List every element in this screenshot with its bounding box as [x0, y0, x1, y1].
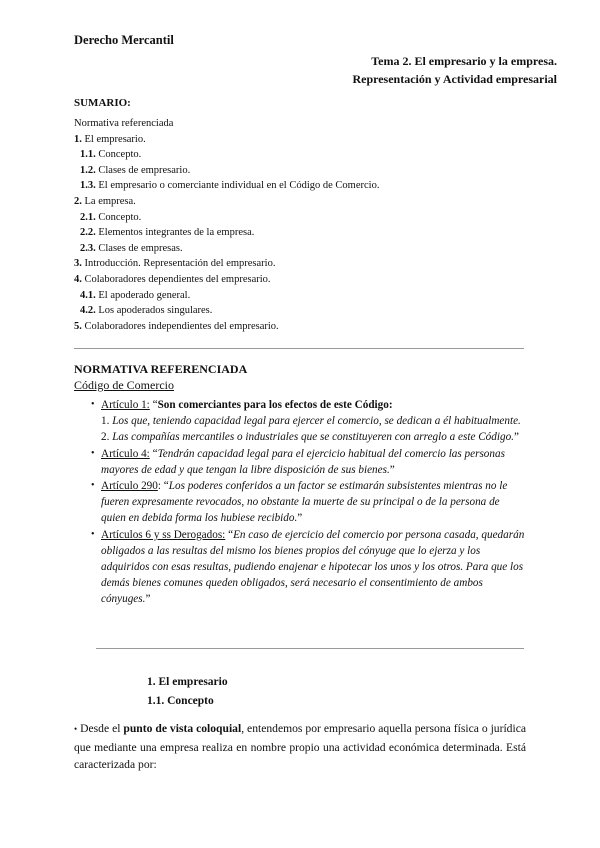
sumario-item: 2.1. Concepto.	[80, 211, 142, 223]
sumario-intro: Normativa referenciada	[74, 118, 174, 129]
section-heading	[147, 673, 228, 711]
theme-heading	[352, 52, 557, 88]
sumario-item: 4. Colaboradores dependientes del empresario.	[74, 273, 271, 285]
sumario-list	[74, 116, 379, 334]
section-subtitle: 1.1. Concepto	[147, 695, 214, 707]
sumario-item: 5. Colaboradores independientes del empresario.	[74, 320, 279, 332]
article-290: • Artículo 290: “Los poderes conferidos a un factor se estimarán subsistentes mientras no le fueren expresamente revocados, no obstante la muerte de su principal o de la persona de quien en debida forma los hubiese recibido.”	[91, 480, 508, 525]
sumario-item: 2.3. Clases de empresas.	[80, 242, 183, 254]
sumario-item: 1.2. Clases de empresario.	[80, 164, 191, 176]
article-1: • Artículo 1: “Son comerciantes para los efectos de este Código: 1. Los que, teniendo capacidad legal para ejercer el comercio, se dedican a él habitualmente. 2. Las compañías mercantiles o industriales que se constituyeren con arreglo a este Código.”	[91, 399, 521, 444]
sumario-item: 3. Introducción. Representación del empresario.	[74, 258, 276, 270]
bullet-icon: •	[74, 724, 78, 734]
bullet-icon: •	[91, 528, 95, 540]
document-title: Derecho Mercantil	[74, 33, 174, 47]
sumario-item: 4.2. Los apoderados singulares.	[80, 305, 213, 317]
sumario-item: 2. La empresa.	[74, 195, 136, 207]
section-divider	[96, 648, 524, 649]
sumario-item: 1. El empresario.	[74, 133, 146, 145]
sumario-item: 1.3. El empresario o comerciante individual en el Código de Comercio.	[80, 180, 380, 192]
codigo-comercio-label: Código de Comercio	[74, 378, 174, 392]
article-4: • Artículo 4: “Tendrán capacidad legal para el ejercicio habitual del comercio las personas mayores de edad y que tengan la libre disposición de sus bienes.”	[91, 447, 505, 476]
articles-list	[90, 397, 526, 608]
normativa-heading: NORMATIVA REFERENCIADA	[74, 362, 248, 376]
body-paragraph: • Desde el punto de vista coloquial, entendemos por empresario aquella persona física o jurídica que mediante una empresa realiza en nombre propio una actividad económica determinada. Está caracterizada por:	[74, 722, 526, 772]
section-divider	[74, 348, 524, 349]
bullet-icon: •	[91, 480, 95, 492]
article-6: • Artículos 6 y ss Derogados: “En caso de ejercicio del comercio por persona casada, quedarán obligados a las resultas del mismo los bienes propios del cónyuge que lo ejerza y los adquiridos con esas resultas, pudiendo enajenar e hipotecar los unos y los otros. Para que los demás bienes comunes queden obligados, será necesario el consentimiento de ambos cónyuges.”	[91, 528, 525, 606]
sumario-item: 4.1. El apoderado general.	[80, 289, 191, 301]
section-title: 1. El empresario	[147, 676, 228, 688]
bullet-icon: •	[91, 399, 95, 410]
sumario-item: 1.1. Concepto.	[80, 149, 142, 161]
sumario-item: 2.2. Elementos integrantes de la empresa.	[80, 227, 255, 239]
bullet-icon: •	[91, 447, 95, 459]
theme-line-2: Representación y Actividad empresarial	[352, 72, 557, 86]
sumario-heading: SUMARIO:	[74, 97, 131, 109]
theme-line-1: Tema 2. El empresario y la empresa.	[371, 54, 557, 68]
